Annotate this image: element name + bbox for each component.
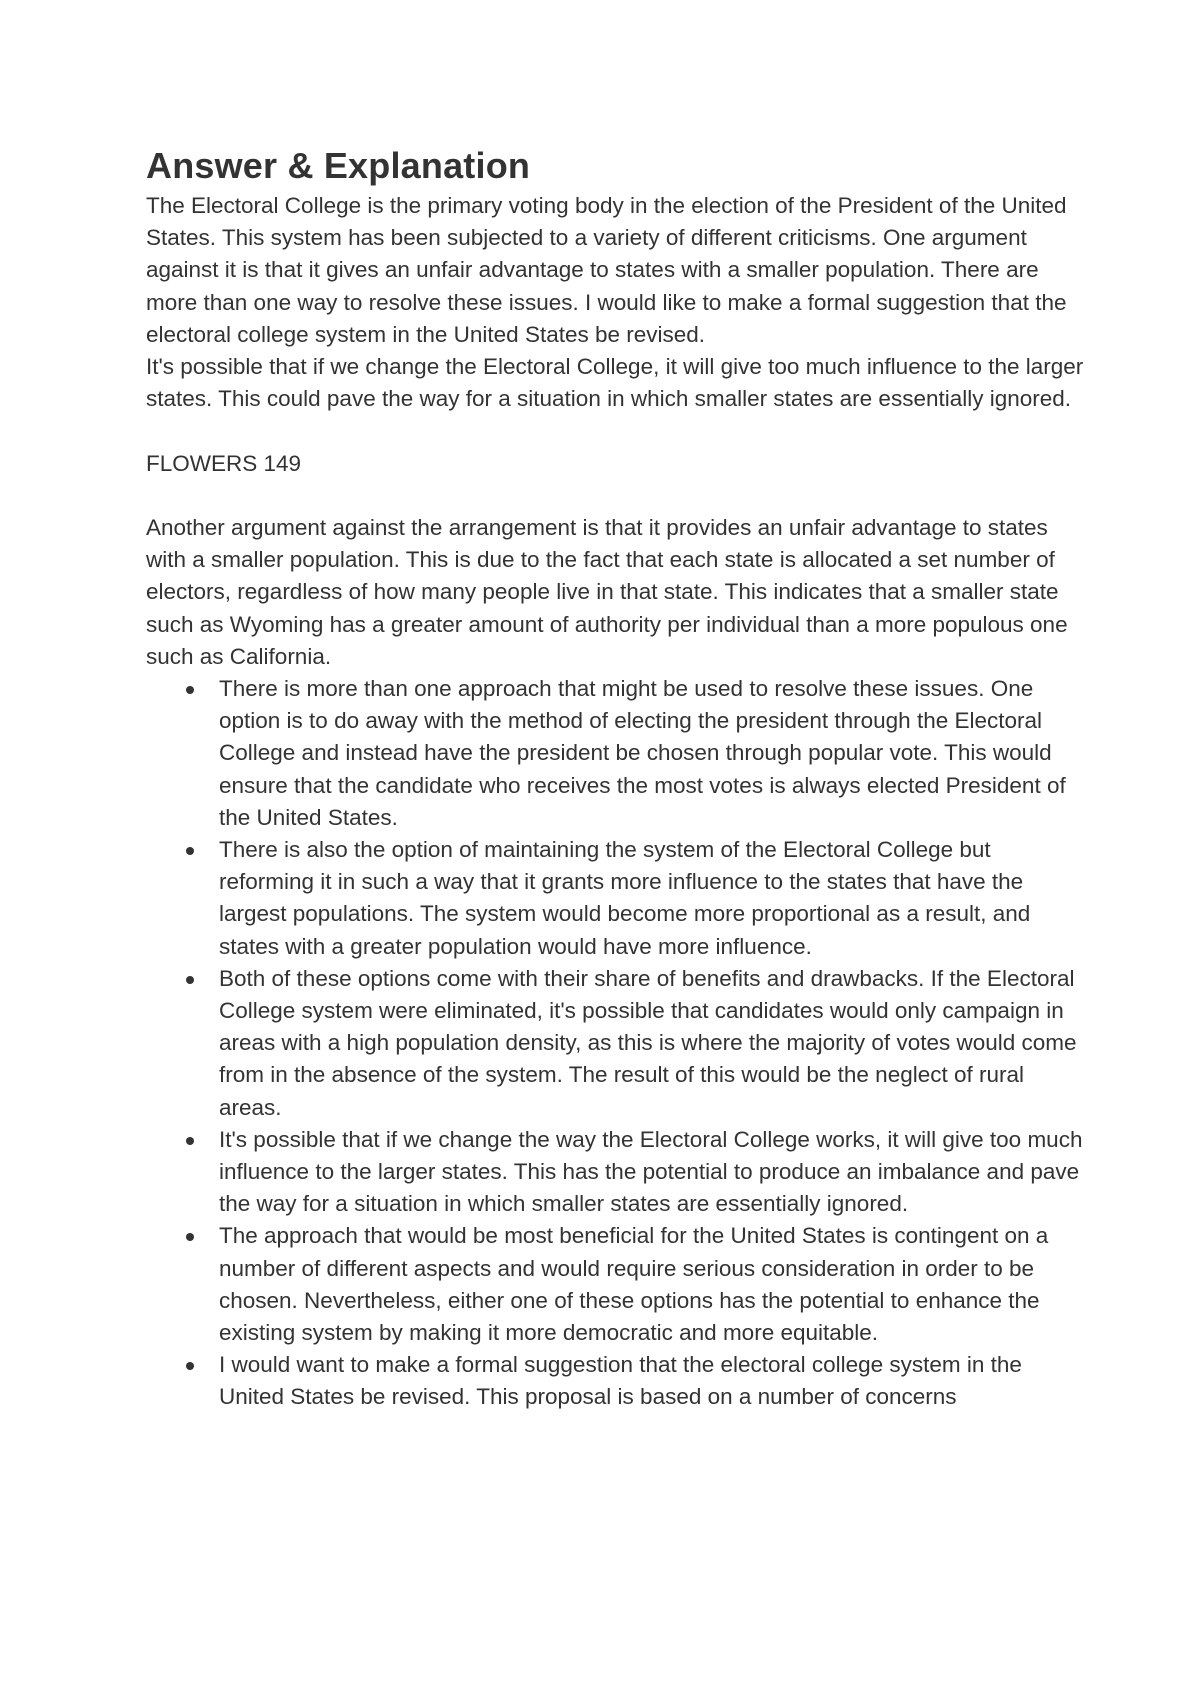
bullet-icon: [186, 1362, 194, 1370]
spacer: [146, 415, 1086, 447]
bullet-list: [146, 673, 1086, 1414]
list-item-text: I would want to make a formal suggestion that the electoral college system in the United States be revised. This proposal is based on a number of concerns: [219, 1352, 1022, 1410]
list-item: [146, 1349, 1086, 1413]
bullet-icon: [186, 1137, 194, 1145]
document-content: [146, 142, 1086, 1414]
list-item-text: The approach that would be most beneficial for the United States is contingent on a number of different aspects and would require serious consideration in order to be chosen. Nevertheless, either one of these options has the potential to enhance the existing system by making it more democratic and more equitable.: [219, 1223, 1049, 1346]
bullet-icon: [186, 847, 194, 855]
list-item-text: There is more than one approach that might be used to resolve these issues. One option is to do away with the method of electing the president through the Electoral College and instead have the president be chosen through popular vote. This would ensure that the candidate who receives the most votes is always elected President of the United States.: [219, 676, 1066, 830]
list-item: [146, 1220, 1086, 1349]
list-item: [146, 673, 1086, 834]
bullet-icon: [186, 686, 194, 694]
list-item-text: Both of these options come with their share of benefits and drawbacks. If the Electoral College system were eliminated, it's possible that candidates would only campaign in areas with a high population density, as this is where the majority of votes would come from in the absence of the system. The result of this would be the neglect of rural areas.: [219, 965, 1077, 1120]
intro-paragraph: The Electoral College is the primary voting body in the election of the President of the United States. This system has been subjected to a variety of different criticisms. One argument against it is that it gives an unfair advantage to states with a smaller population. There are more than one way to resolve these issues. I would like to make a formal suggestion that the electoral college system in the United States be revised.: [146, 193, 1067, 347]
bullet-icon: [186, 1233, 194, 1241]
list-item: [146, 963, 1086, 1124]
bullet-icon: [186, 976, 194, 984]
list-item: [146, 1124, 1086, 1221]
list-item-text: There is also the option of maintaining the system of the Electoral College but reforming it in such a way that it grants more influence to the states that have the largest populations. The system would become more proportional as a result, and states with a greater population would have more influence.: [219, 837, 1031, 959]
argument-paragraph: Another argument against the arrangement is that it provides an unfair advantage to states with a smaller population. This is due to the fact that each state is allocated a set number of electors, regardless of how many people live in that state. This indicates that a smaller state such as Wyoming has a greater amount of authority per individual than a more populous one such as California.: [146, 515, 1068, 669]
footer-label: FLOWERS 149: [146, 450, 302, 476]
influence-paragraph: It's possible that if we change the Electoral College, it will give too much influence to the larger states. This could pave the way for a situation in which smaller states are essentially ignored.: [146, 354, 1084, 412]
spacer: [146, 480, 1086, 512]
list-item: [146, 834, 1086, 963]
list-item-text: It's possible that if we change the way the Electoral College works, it will give too much influence to the larger states. This has the potential to produce an imbalance and pave the way for a situation in which smaller states are essentially ignored.: [219, 1126, 1083, 1217]
page-title: Answer & Explanation: [146, 145, 531, 186]
